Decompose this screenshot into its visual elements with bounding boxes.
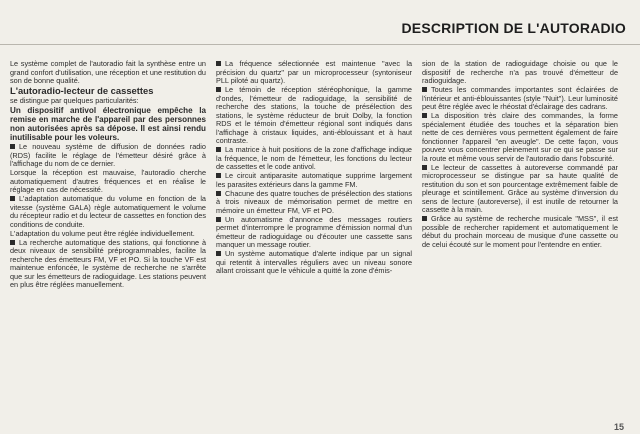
square-bullet-icon — [422, 165, 427, 170]
square-bullet-icon — [10, 196, 15, 201]
paragraph-text: La matrice à huit positions de la zone d'affichage indique la fréquence, le nom de l'émetteur, les fonctions du lecteur de cassettes et le code antivol. — [216, 145, 412, 171]
paragraph-text: Un système automatique d'alerte indique par un signal qui retentit à intervalles réguliers avec un niveau sonore allant croissant que le véhicule a quitté la zone d'émis- — [216, 249, 412, 275]
square-bullet-icon — [422, 87, 427, 92]
header-divider — [0, 44, 640, 45]
paragraph — [216, 60, 412, 86]
paragraph — [216, 86, 412, 146]
square-bullet-icon — [10, 240, 15, 245]
paragraph — [422, 86, 618, 112]
square-bullet-icon — [216, 191, 221, 196]
paragraph — [10, 239, 206, 290]
paragraph-text: L'autoradio-lecteur de cassettes — [10, 85, 154, 96]
paragraph-text: Le système complet de l'autoradio fait la synthèse entre un grand confort d'utilisation, une réception et une restitution du son de bonne qualité. — [10, 59, 206, 85]
header-band — [0, 0, 640, 44]
text-column-1 — [10, 60, 206, 290]
section-heading — [10, 86, 206, 96]
paragraph — [422, 215, 618, 249]
paragraph — [216, 250, 412, 276]
paragraph — [10, 143, 206, 169]
paragraph-text: La disposition très claire des commandes, la forme spécialement étudiée des touches et la séparation bien nette de ces dernières vous permettent également de faire fonctionner l'appareil "en aveugle". De cette façon, vous pouvez vous concentrer pleinement sur ce qui se passe sur la route et même vous servir de l'autoradio dans l'obscurité. — [422, 111, 618, 163]
paragraph-text: L'adaptation du volume peut être réglée individuellement. — [10, 228, 195, 238]
square-bullet-icon — [216, 173, 221, 178]
paragraph-text: La fréquence sélectionnée est maintenue "avec la précision du quartz" par un microprocesseur (syntoniseur PLL piloté au quartz). — [216, 59, 412, 85]
paragraph — [10, 60, 206, 86]
paragraph-text: Le lecteur de cassettes à autoreverse commandé par microprocesseur se distingue par sa haute qualité de restitution du son et son pourcentage extrêmement faible de pleurage et scintillement. Grâce au système d'inversion du sens de lecture (autoreverse), il est inutile de retourner la cassette à la main. — [422, 162, 618, 214]
square-bullet-icon — [216, 87, 221, 92]
paragraph-text: se distingue par quelques particularités: — [10, 95, 139, 105]
paragraph-text: La recherche automatique des stations, qui fonctionne à deux niveaux de sensibilité préprogrammables, facilite la recherche des émetteurs FM, VF et PO. Si la touche VF est maintenue enfoncée, le système de recherche ne s'arrête que sur les émetteurs de radioguidage. Les stations peuvent en plus être réglées manuellement. — [10, 237, 206, 290]
text-column-3 — [422, 60, 618, 250]
paragraph-text: Le circuit antiparasite automatique supprime largement les parasites extérieurs dans la gamme FM. — [216, 171, 412, 189]
antitheft-warning — [10, 106, 206, 143]
paragraph — [422, 112, 618, 163]
paragraph-text: Un dispositif antivol électronique empêche la remise en marche de l'appareil par des personnes non autorisées après sa dépose. Il est ainsi rendu inutilisable pour les voleurs. — [10, 105, 206, 143]
paragraph — [216, 172, 412, 189]
square-bullet-icon — [216, 61, 221, 66]
paragraph — [422, 60, 618, 86]
paragraph — [216, 216, 412, 250]
paragraph-text: Lorsque la réception est mauvaise, l'autoradio cherche automatiquement d'autres fréquences et en réalise le réglage en cas de nécessité. — [10, 168, 206, 195]
paragraph-text: Le nouveau système de diffusion de données radio (RDS) facilite le réglage de l'émetteur désiré grâce à l'affichage du nom de ce dernier. — [10, 142, 206, 169]
square-bullet-icon — [10, 144, 15, 149]
paragraph-text: L'adaptation automatique du volume en fonction de la vitesse (système GALA) règle automatiquement le volume du récepteur radio et du lecteur de cassettes en fonction des conditions de conduite. — [10, 194, 206, 229]
paragraph — [10, 195, 206, 229]
square-bullet-icon — [216, 217, 221, 222]
paragraph — [10, 169, 206, 195]
paragraph — [216, 190, 412, 216]
square-bullet-icon — [216, 147, 221, 152]
page-title: DESCRIPTION DE L'AUTORADIO — [401, 20, 626, 36]
paragraph — [10, 97, 206, 106]
paragraph — [216, 146, 412, 172]
paragraph — [422, 164, 618, 215]
paragraph-text: Le témoin de réception stéréophonique, la gamme d'ondes, l'émetteur de radioguidage, la sensibilité de recherche des stations, la touche de présélection des stations, le système réducteur de bruit Dolby, la fonction RDS et le témoin d'émetteur régional sont indiqués dans l'affichage à cristaux liquides, anti-éblouissant et à haut contraste. — [216, 85, 412, 145]
paragraph-text: Toutes les commandes importantes sont éclairées de l'intérieur et anti-éblouissantes (style "Nuit"). Leur luminosité peut être réglée avec le rhéostat d'éclairage des cadrans. — [422, 85, 618, 111]
square-bullet-icon — [422, 216, 427, 221]
page-number: 15 — [613, 422, 624, 432]
paragraph-text: Grâce au système de recherche musicale "MSS", il est possible de rechercher rapidement et automatiquement le début du prochain morceau de musique d'une cassette ou de celui écouté sur le moment pour l'entendre en entier. — [422, 214, 618, 249]
paragraph-text: sion de la station de radioguidage choisie ou que le dispositif de recherche n'a pas trouvé d'émetteur de radioguidage. — [422, 59, 618, 85]
square-bullet-icon — [216, 251, 221, 256]
text-column-2 — [216, 60, 412, 276]
paragraph-text: Chacune des quatre touches de présélection des stations à trois niveaux de mémorisation permet de mettre en mémoire un émetteur FM, VF et PO. — [216, 188, 412, 215]
paragraph-text: Un automatisme d'annonce des messages routiers permet d'interrompre le programme d'émission normal d'un émetteur de radioguidage ou d'écouter une cassette sans manquer un message routier. — [216, 214, 412, 249]
square-bullet-icon — [422, 113, 427, 118]
